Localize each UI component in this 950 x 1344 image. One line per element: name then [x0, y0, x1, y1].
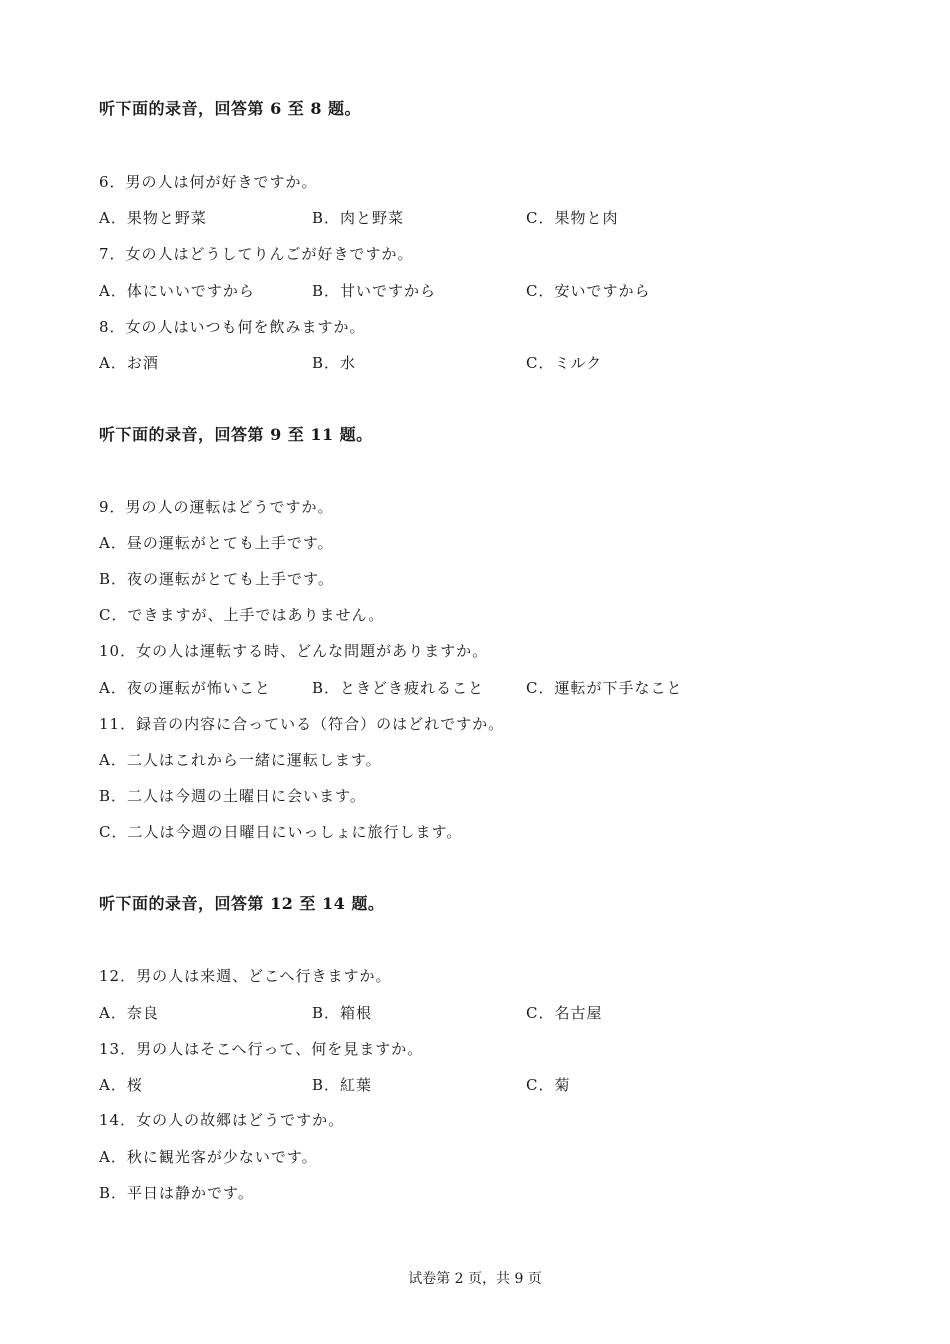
q11-option-c: C．二人は今週の日曜日にいっしょに旅行します。: [99, 823, 463, 841]
section-heading: 听下面的录音，回答第 9 至 11 题。: [99, 425, 373, 444]
question-10: 10．女の人は運転する時、どんな問題がありますか。: [99, 642, 489, 660]
section-heading: 听下面的录音，回答第 12 至 14 题。: [99, 894, 385, 913]
q7-option-c: C．安いですから: [526, 282, 651, 300]
question-13: 13．男の人はそこへ行って、何を見ますか。: [99, 1040, 424, 1058]
q7-option-b: B．甘いですから: [312, 282, 437, 300]
question-7: 7．女の人はどうしてりんごが好きですか。: [99, 245, 414, 263]
question-6: 6．男の人は何が好きですか。: [99, 173, 318, 191]
q8-option-c: C．ミルク: [526, 354, 603, 372]
q14-option-b: B．平日は静かです。: [99, 1184, 254, 1202]
q13-option-c: C．菊: [526, 1076, 571, 1094]
q13-option-b: B．紅葉: [312, 1076, 373, 1094]
q10-option-b: B．ときどき疲れること: [312, 679, 485, 697]
question-12: 12．男の人は来週、どこへ行きますか。: [99, 967, 392, 985]
q10-option-c: C．運転が下手なこと: [526, 679, 683, 697]
question-11: 11．録音の内容に合っている（符合）のはどれですか。: [99, 715, 505, 733]
q9-option-b: B．夜の運転がとても上手です。: [99, 570, 334, 588]
q9-option-c: C．できますが、上手ではありません。: [99, 606, 385, 624]
question-8: 8．女の人はいつも何を飲みますか。: [99, 318, 366, 336]
page-footer: 试卷第 2 页，共 9 页: [408, 1271, 542, 1287]
q12-option-c: C．名古屋: [526, 1004, 603, 1022]
q14-option-a: A．秋に観光客が少ないです。: [99, 1148, 318, 1166]
q8-option-a: A．お酒: [99, 354, 159, 372]
q12-option-b: B．箱根: [312, 1004, 373, 1022]
q6-option-c: C．果物と肉: [526, 209, 619, 227]
q7-option-a: A．体にいいですから: [99, 282, 255, 300]
q9-option-a: A．昼の運転がとても上手です。: [99, 534, 334, 552]
section-heading: 听下面的录音，回答第 6 至 8 题。: [99, 99, 362, 118]
q6-option-a: A．果物と野菜: [99, 209, 207, 227]
q12-option-a: A．奈良: [99, 1004, 159, 1022]
q10-option-a: A．夜の運転が怖いこと: [99, 679, 271, 697]
q13-option-a: A．桜: [99, 1076, 143, 1094]
q11-option-a: A．二人はこれから一緒に運転します。: [99, 751, 382, 769]
q11-option-b: B．二人は今週の土曜日に会います。: [99, 787, 366, 805]
q6-option-b: B．肉と野菜: [312, 209, 405, 227]
q8-option-b: B．水: [312, 354, 357, 372]
question-14: 14．女の人の故郷はどうですか。: [99, 1111, 345, 1129]
question-9: 9．男の人の運転はどうですか。: [99, 498, 334, 516]
